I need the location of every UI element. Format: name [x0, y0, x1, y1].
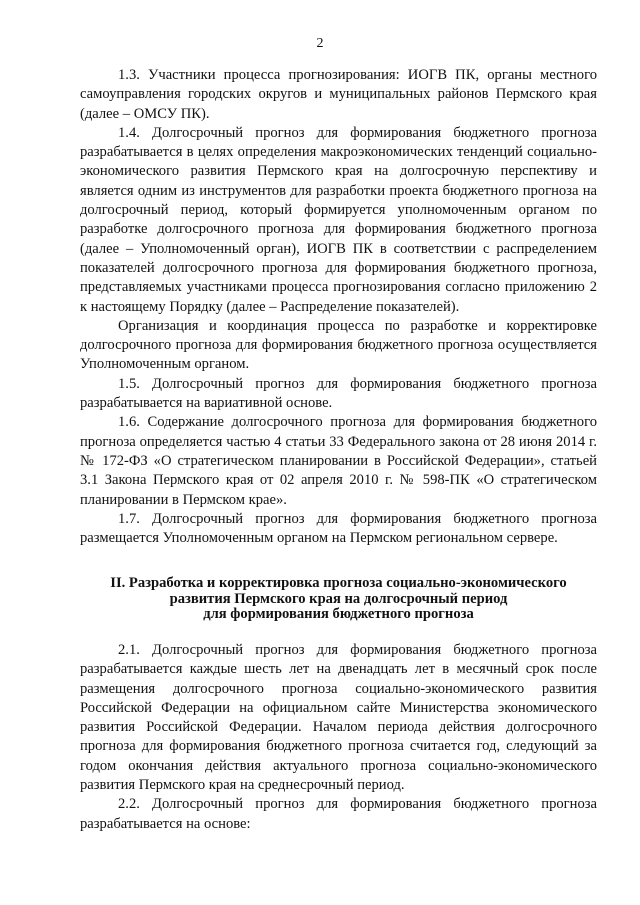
- section2-heading-line2: развития Пермского края на долгосрочный период: [169, 590, 508, 607]
- section2-heading-line3: для формирования бюджетного прогноза: [203, 606, 474, 622]
- section1-body: [80, 66, 597, 548]
- paragraph-2-2: 2.2. Долгосрочный прогноз для формирования бюджетного прогноза разрабатывается на основе:: [80, 796, 597, 832]
- paragraph-1-6: 1.6. Содержание долгосрочного прогноза для формирования бюджетного прогноза определяется частью 4 статьи 33 Федерального закона от 28 июня 2014 г. № 172-ФЗ «О стратегическом планировании в Российской Федерации», статьей 3.1 Закона Пермского края от 02 апреля 2010 г. № 598-ПК «О стратегическом планировании в Пермском крае».: [80, 414, 597, 508]
- paragraph-1-5: 1.5. Долгосрочный прогноз для формирования бюджетного прогноза разрабатывается на вариативной основе.: [80, 375, 597, 412]
- section2-heading-line1: II. Разработка и корректировка прогноза социально-экономического: [110, 575, 567, 591]
- section2-body: [80, 641, 597, 834]
- section2-heading: [80, 576, 597, 623]
- paragraph-1-7: 1.7. Долгосрочный прогноз для формирования бюджетного прогноза размещается Уполномоченным органом на Пермском региональном сервере.: [80, 510, 597, 547]
- paragraph-1-4: 1.4. Долгосрочный прогноз для формирования бюджетного прогноза разрабатывается в целях определения макроэкономических тенденций социально-экономического развития Пермского края на долгосрочную перспективу и является одним из инструментов для разработки проекта бюджетного прогноза на долгосрочный период, который формируется уполномоченным органом по разработке долгосрочного прогноза для формирования бюджетного прогноза (далее – Уполномоченный орган), ИОГВ ПК в соответствии с распределением показателей долгосрочного прогноза для формирования бюджетного прогноза, представляемых участниками процесса прогнозирования согласно приложению 2 к настоящему Порядку (далее – Распределение показателей).: [80, 124, 597, 315]
- paragraph-organization: Организация и координация процесса по разработке и корректировке долгосрочного прогноза для формирования бюджетного прогноза осуществляется Уполномоченным органом.: [80, 317, 597, 373]
- paragraph-2-1: 2.1. Долгосрочный прогноз для формирования бюджетного прогноза разрабатывается каждые шесть лет на двенадцать лет в месячный срок после размещения долгосрочного прогноза социально-экономического развития Российской Федерации на официальном сайте Министерства экономического развития Российской Федерации. Началом периода действия долгосрочного прогноза для формирования бюджетного прогноза считается год, следующий за годом окончания действия актуального прогноза социально-экономического развития Пермского края на среднесрочный период.: [80, 642, 597, 794]
- paragraph-1-3: 1.3. Участники процесса прогнозирования: ИОГВ ПК, органы местного самоуправления городских округов и муниципальных районов Пермского края (далее – ОМСУ ПК).: [80, 67, 597, 122]
- page-number: 2: [316, 36, 324, 51]
